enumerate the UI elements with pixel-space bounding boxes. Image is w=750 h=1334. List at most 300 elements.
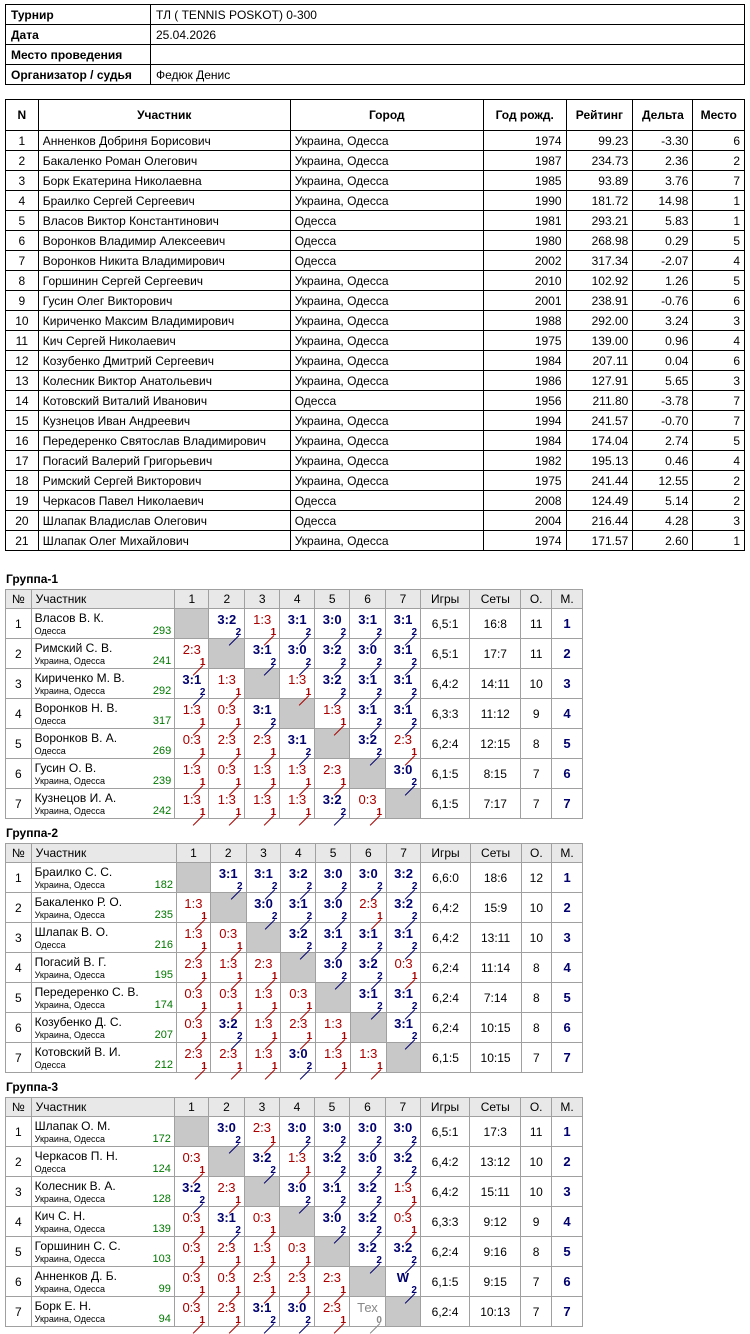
match-score: 3:1 — [358, 986, 378, 1001]
group-column-header: 7 — [385, 1098, 420, 1117]
match-result-cell — [246, 1013, 281, 1043]
match-result-cell — [385, 1207, 420, 1237]
match-result-cell — [175, 759, 209, 789]
match-result — [351, 863, 386, 892]
match-points: 2 — [376, 627, 383, 638]
match-result-cell — [385, 1117, 420, 1147]
match-score: 3:2 — [322, 792, 342, 807]
match-points: 1 — [201, 1001, 207, 1012]
match-points: 2 — [237, 881, 243, 892]
match-result-cell — [281, 863, 316, 893]
player-name: Анненков Д. Б. — [34, 1268, 118, 1283]
match-result — [351, 893, 386, 922]
match-result — [280, 1237, 314, 1266]
participant-row — [6, 391, 745, 411]
participant-cell: 6 — [693, 131, 745, 151]
player-city: Украина, Одесса — [34, 879, 105, 890]
match-result — [175, 759, 208, 788]
match-result-cell — [245, 699, 280, 729]
match-result-cell — [385, 1237, 420, 1267]
group-sets: 7:14 — [470, 983, 521, 1013]
match-result — [177, 893, 210, 922]
group-column-header: 5 — [314, 1098, 349, 1117]
match-points: 2 — [340, 1165, 346, 1176]
match-result-cell — [246, 953, 281, 983]
participant-row — [6, 271, 745, 291]
group-place: 5 — [552, 983, 583, 1013]
match-score: 2:3 — [217, 1180, 236, 1195]
participant-cell: 5 — [6, 211, 39, 231]
group-row — [6, 699, 583, 729]
match-result-cell — [244, 1207, 279, 1237]
group-place: 4 — [552, 953, 583, 983]
participant-cell: 9 — [6, 291, 39, 311]
participant-cell: 7 — [693, 411, 745, 431]
match-points: 1 — [376, 807, 383, 818]
match-result — [387, 863, 421, 892]
tournament-info-table — [5, 4, 745, 85]
player-rating: 292 — [152, 684, 172, 697]
match-score: 2:3 — [184, 1046, 203, 1061]
participant-cell: Воронков Никита Владимирович — [38, 251, 290, 271]
match-result — [350, 1237, 385, 1266]
group-row-number: 1 — [6, 609, 32, 639]
match-points: 2 — [270, 1165, 276, 1176]
match-score: 0:3 — [182, 1300, 201, 1315]
group-column-header: 2 — [209, 1098, 245, 1117]
match-points: 2 — [305, 1135, 311, 1146]
match-result-cell — [280, 789, 315, 819]
match-result-cell — [315, 789, 350, 819]
player-city: Украина, Одесса — [34, 909, 105, 920]
match-score: 2:3 — [217, 732, 236, 747]
player-rating: 212 — [154, 1058, 173, 1071]
diagonal-cell — [281, 953, 316, 983]
match-result-cell — [209, 699, 245, 729]
match-points: 1 — [377, 1061, 383, 1072]
match-result — [175, 1177, 208, 1206]
diagonal-cell — [210, 893, 246, 923]
match-result — [387, 893, 421, 922]
match-score: 0:3 — [289, 986, 308, 1001]
match-points: 1 — [237, 1061, 243, 1072]
match-points: 2 — [376, 1165, 382, 1176]
match-score: 3:2 — [358, 1180, 377, 1195]
match-score: 3:0 — [322, 1120, 342, 1135]
group-games: 6,1:5 — [421, 759, 470, 789]
match-result — [350, 699, 385, 728]
group-sets: 13:11 — [470, 923, 521, 953]
diagonal-cell — [314, 1237, 349, 1267]
match-result-cell — [315, 639, 350, 669]
match-result-cell — [351, 923, 387, 953]
match-points: 2 — [411, 1255, 417, 1266]
info-label: Организатор / судья — [6, 65, 151, 85]
participant-cell: Браилко Сергей Сергеевич — [38, 191, 290, 211]
match-result — [280, 789, 314, 818]
match-points: 2 — [340, 1225, 346, 1236]
group-column-header: Сеты — [470, 590, 521, 609]
group-place: 7 — [552, 789, 583, 819]
match-score: 3:0 — [323, 896, 343, 911]
match-score: 3:0 — [393, 1120, 413, 1135]
match-result — [351, 923, 386, 952]
match-points: 2 — [377, 941, 383, 952]
participant-cell: 7 — [693, 391, 745, 411]
match-result-cell — [209, 759, 245, 789]
group-games: 6,5:1 — [421, 639, 470, 669]
group-games: 6,2:4 — [420, 1237, 469, 1267]
match-result-cell — [246, 983, 281, 1013]
group-column-header: 5 — [316, 844, 351, 863]
participant-cell: 124.49 — [566, 491, 633, 511]
match-score: 3:0 — [254, 896, 273, 911]
match-score: 0:3 — [182, 1270, 201, 1285]
participant-cell: 12.55 — [633, 471, 693, 491]
match-result-cell — [280, 639, 315, 669]
group-row-number: 7 — [6, 1297, 32, 1327]
participant-cell: 195.13 — [566, 451, 633, 471]
match-result-cell — [281, 893, 316, 923]
group-row — [6, 1147, 583, 1177]
match-points: 1 — [271, 971, 278, 982]
match-result-cell — [350, 1207, 386, 1237]
participant-cell: Украина, Одесса — [290, 531, 483, 551]
player-rating: 241 — [152, 654, 172, 667]
group-place: 4 — [552, 1207, 583, 1237]
match-result — [280, 1117, 314, 1146]
participant-cell: 4 — [6, 191, 39, 211]
participant-cell: 5 — [693, 231, 745, 251]
participant-cell: 10 — [6, 311, 39, 331]
group-points: 8 — [521, 1237, 552, 1267]
participant-cell: 17 — [6, 451, 39, 471]
match-result-cell — [244, 1267, 279, 1297]
group-row — [6, 759, 583, 789]
group-row-number: 1 — [6, 863, 32, 893]
match-result — [245, 1237, 279, 1266]
player-city: Украина, Одесса — [34, 805, 105, 816]
diagonal-cell — [279, 1207, 314, 1237]
match-result — [315, 699, 349, 728]
match-score: 3:0 — [287, 1180, 307, 1195]
match-result-cell — [351, 863, 387, 893]
group-points: 7 — [521, 789, 552, 819]
match-points: 2 — [340, 687, 347, 698]
diagonal-cell — [175, 609, 209, 639]
match-result — [387, 923, 421, 952]
player-city-row — [35, 625, 172, 637]
participant-cell: 1986 — [483, 371, 566, 391]
group-column-header: 1 — [176, 844, 210, 863]
match-score: 3:2 — [358, 1210, 377, 1225]
player-name: Кириченко М. В. — [34, 670, 125, 685]
match-result-cell — [386, 699, 421, 729]
column-header: Год рожд. — [483, 100, 566, 131]
match-result — [315, 609, 349, 638]
match-result-cell — [174, 1297, 208, 1327]
match-result-cell — [210, 1043, 246, 1073]
group-player — [31, 1043, 176, 1073]
match-result-cell — [209, 1237, 245, 1267]
match-score: 0:3 — [184, 986, 203, 1001]
match-points: 2 — [411, 1285, 417, 1296]
match-result — [245, 1147, 279, 1176]
match-result — [209, 1237, 244, 1266]
match-points: 1 — [340, 777, 347, 788]
participant-cell: 1985 — [483, 171, 566, 191]
diagonal-cell — [315, 729, 350, 759]
match-result — [209, 609, 244, 638]
participant-cell: 102.92 — [566, 271, 633, 291]
player-name: Котовский В. И. — [34, 1044, 121, 1059]
match-result — [245, 729, 279, 758]
player-rating: 242 — [152, 804, 172, 817]
match-result — [316, 863, 350, 892]
group-row-number: 5 — [6, 729, 32, 759]
match-score: 1:3 — [287, 1150, 307, 1165]
match-result — [177, 983, 210, 1012]
match-score: 3:0 — [393, 762, 413, 777]
match-score: 3:1 — [323, 926, 343, 941]
match-result-cell — [350, 1177, 386, 1207]
match-result-cell — [176, 1013, 210, 1043]
match-result — [386, 609, 420, 638]
match-result — [280, 1297, 314, 1326]
group-column-header: 4 — [279, 1098, 314, 1117]
participant-cell: Украина, Одесса — [290, 471, 483, 491]
participant-cell: 2 — [693, 151, 745, 171]
player-city: Одесса — [34, 715, 66, 726]
group-player — [31, 1237, 174, 1267]
participant-cell: 20 — [6, 511, 39, 531]
participant-cell: 0.96 — [633, 331, 693, 351]
match-points: 2 — [305, 1195, 311, 1206]
participant-cell: 1987 — [483, 151, 566, 171]
match-result — [350, 1117, 385, 1146]
info-label: Место проведения — [6, 45, 151, 65]
group-sets: 10:15 — [470, 1013, 521, 1043]
group-sets: 13:12 — [470, 1147, 521, 1177]
participant-cell: 174.04 — [566, 431, 633, 451]
match-result — [209, 699, 244, 728]
player-name: Передеренко С. В. — [34, 984, 139, 999]
match-points: 1 — [235, 687, 242, 698]
group-row-number: 6 — [6, 759, 32, 789]
participant-cell: Римский Сергей Викторович — [38, 471, 290, 491]
participant-cell: 1988 — [483, 311, 566, 331]
participant-cell: Украина, Одесса — [290, 431, 483, 451]
match-result — [386, 1117, 420, 1146]
match-result-cell — [281, 983, 316, 1013]
match-points: 1 — [270, 1285, 276, 1296]
participant-cell: 2002 — [483, 251, 566, 271]
group-games: 6,4:2 — [421, 923, 470, 953]
match-points: 2 — [377, 1001, 383, 1012]
group-sets: 12:15 — [470, 729, 521, 759]
player-city-row — [35, 909, 173, 921]
group-row-number: 3 — [6, 669, 32, 699]
match-points: 2 — [235, 1225, 241, 1236]
participant-cell: Бакаленко Роман Олегович — [38, 151, 290, 171]
group-row — [6, 609, 583, 639]
match-score: 3:1 — [358, 702, 377, 717]
match-score: 1:3 — [182, 702, 201, 717]
participant-cell: 268.98 — [566, 231, 633, 251]
participant-cell: 1956 — [483, 391, 566, 411]
match-points: 1 — [340, 1285, 346, 1296]
participant-cell: Колесник Виктор Анатольевич — [38, 371, 290, 391]
match-result-cell — [244, 1147, 279, 1177]
player-city-row — [35, 939, 173, 951]
match-points: 2 — [270, 1315, 276, 1326]
match-result-cell — [175, 729, 209, 759]
participant-cell: 1.26 — [633, 271, 693, 291]
group-sets: 16:8 — [470, 609, 521, 639]
match-result-cell — [175, 669, 209, 699]
group-sets: 15:9 — [470, 893, 521, 923]
match-result-cell — [350, 1117, 386, 1147]
group-row-number: 4 — [6, 1207, 32, 1237]
player-name: Воронков Н. В. — [34, 700, 118, 715]
group-place: 2 — [552, 893, 583, 923]
group-column-header: 6 — [351, 844, 387, 863]
match-points: 1 — [271, 1061, 278, 1072]
match-points: 1 — [341, 1061, 347, 1072]
group-column-header: Сеты — [470, 844, 521, 863]
match-points: 2 — [376, 657, 383, 668]
player-city-row — [35, 805, 172, 817]
match-score: 3:1 — [358, 672, 377, 687]
participant-cell: 2 — [693, 491, 745, 511]
match-result-cell — [386, 893, 421, 923]
group-points: 7 — [521, 1043, 552, 1073]
group-row — [6, 1297, 583, 1327]
group-points: 10 — [521, 1177, 552, 1207]
match-score: 3:2 — [322, 672, 342, 687]
participant-cell: -3.78 — [633, 391, 693, 411]
participant-cell: 2010 — [483, 271, 566, 291]
match-points: 1 — [199, 657, 206, 668]
info-value: ТЛ ( TENNIS POSKOT) 0-300 — [151, 5, 745, 25]
match-result-cell — [386, 639, 421, 669]
match-score: 1:3 — [288, 672, 307, 687]
participant-cell: 1 — [6, 131, 39, 151]
match-score: W — [396, 1270, 410, 1285]
participant-cell: 11 — [6, 331, 39, 351]
player-city: Одесса — [34, 745, 66, 756]
match-points: 2 — [411, 687, 417, 698]
participant-cell: -3.30 — [633, 131, 693, 151]
match-points: 1 — [199, 1285, 206, 1296]
participant-cell: Одесса — [290, 491, 483, 511]
match-score: 0:3 — [287, 1240, 307, 1255]
group-column-header: О. — [521, 1098, 552, 1117]
player-city: Украина, Одесса — [34, 1253, 106, 1264]
participant-cell: 6 — [6, 231, 39, 251]
group-place: 1 — [552, 609, 583, 639]
match-result — [350, 789, 385, 818]
match-result-cell — [280, 669, 315, 699]
participant-cell: 139.00 — [566, 331, 633, 351]
participant-cell: 1 — [693, 191, 745, 211]
participant-cell: 5.83 — [633, 211, 693, 231]
group-column-header: 3 — [245, 590, 280, 609]
match-score: 3:2 — [393, 1240, 413, 1255]
match-score: 3:2 — [358, 732, 377, 747]
participant-cell: Кузнецов Иван Андреевич — [38, 411, 290, 431]
participant-row — [6, 431, 745, 451]
match-points: 2 — [411, 941, 418, 952]
player-rating: 293 — [152, 624, 172, 637]
match-points: 2 — [235, 627, 242, 638]
participant-cell: 181.72 — [566, 191, 633, 211]
match-result-cell — [386, 953, 421, 983]
match-result-cell — [209, 669, 245, 699]
group-column-header: 4 — [280, 590, 315, 609]
match-result — [177, 1043, 210, 1072]
match-score: 3:2 — [322, 642, 342, 657]
group-place: 1 — [552, 863, 583, 893]
player-city: Украина, Одесса — [34, 1313, 106, 1324]
match-result-cell — [210, 983, 246, 1013]
group-row-number: 2 — [6, 639, 32, 669]
match-result — [351, 983, 386, 1012]
match-points: 2 — [411, 1031, 418, 1042]
group-title: Группа-2 — [6, 826, 59, 840]
match-result — [386, 1177, 420, 1206]
diagonal-cell — [209, 639, 245, 669]
match-score: 3:1 — [252, 642, 272, 657]
match-result — [316, 893, 350, 922]
participant-row — [6, 151, 745, 171]
group-column-header: № — [6, 590, 32, 609]
match-score: 2:3 — [322, 1270, 342, 1285]
match-result-cell — [315, 759, 350, 789]
participant-cell: Украина, Одесса — [290, 351, 483, 371]
match-result — [315, 1177, 349, 1206]
match-points: 2 — [411, 911, 418, 922]
match-score: 3:2 — [252, 1150, 272, 1165]
participant-row — [6, 371, 745, 391]
match-result-cell — [316, 923, 351, 953]
group-row — [6, 1013, 583, 1043]
player-city: Одесса — [34, 939, 66, 950]
match-score: 0:3 — [219, 986, 238, 1001]
match-result — [386, 1237, 420, 1266]
player-rating: 317 — [152, 714, 172, 727]
match-points: 1 — [411, 971, 418, 982]
match-points: 1 — [235, 1285, 241, 1296]
participant-cell: 14.98 — [633, 191, 693, 211]
match-score: Тех — [357, 1300, 378, 1315]
match-score: 3:0 — [323, 866, 343, 881]
match-result-cell — [314, 1297, 349, 1327]
group-player — [31, 1267, 174, 1297]
participant-cell: 1975 — [483, 331, 566, 351]
match-result-cell — [210, 1013, 246, 1043]
participant-cell: Украина, Одесса — [290, 331, 483, 351]
group-column-header: 3 — [244, 1098, 279, 1117]
participant-cell: 3.76 — [633, 171, 693, 191]
group-sets: 11:12 — [470, 699, 521, 729]
match-score: 1:3 — [254, 986, 273, 1001]
match-points: 1 — [270, 1225, 276, 1236]
match-points: 2 — [199, 687, 206, 698]
group-place: 6 — [552, 759, 583, 789]
match-points: 1 — [377, 911, 383, 922]
match-score: 3:1 — [254, 866, 273, 881]
